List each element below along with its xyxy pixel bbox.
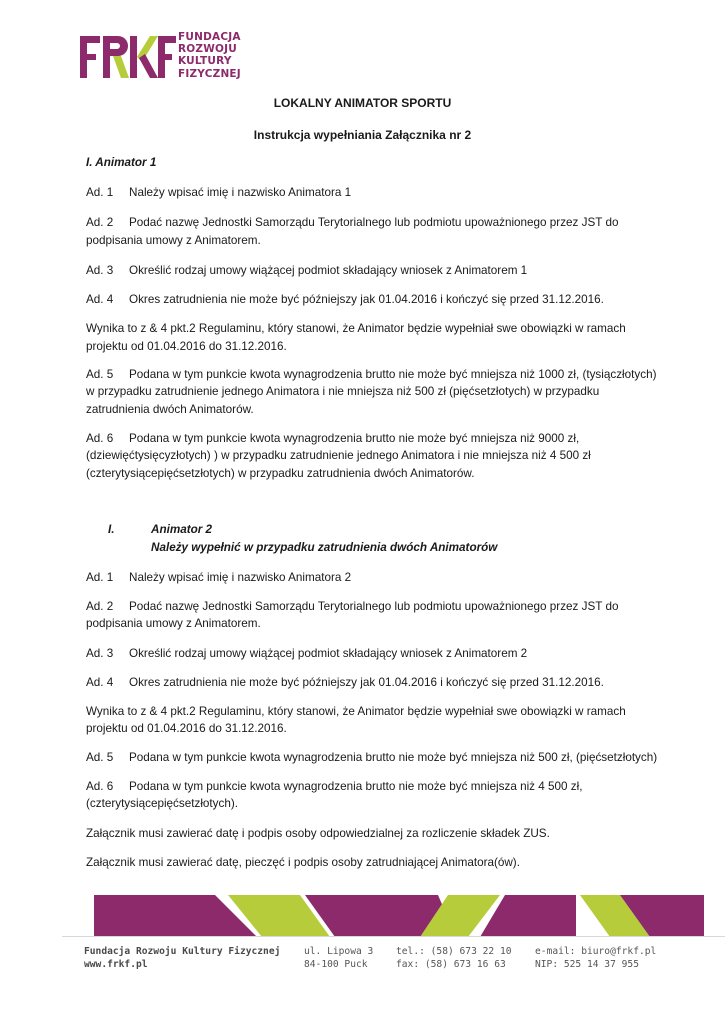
item-text: Należy wpisać imię i nazwisko Animatora 2 — [129, 571, 352, 584]
section1-item-5-cont2: zatrudnienia dwóch Animatorów. — [86, 403, 254, 416]
item-number: Ad. 5 — [86, 368, 114, 381]
item-text: Określić rodzaj umowy wiążącej podmiot składający wniosek z Animatorem 2 — [129, 647, 528, 660]
section2-item-2 — [86, 598, 618, 616]
item-number: Ad. 6 — [86, 432, 114, 445]
section2-note-line1: Wynika to z & 4 pkt.2 Regulaminu, który stanowi, że Animator będzie wypełniał swe obowiązki w ramach — [86, 705, 626, 718]
section1-item-6-cont: (dziewięćtysięcyzłotych) ) w przypadku zatrudnienie jednego Animatora i nie mniejsza niż 4 500 zł — [86, 449, 591, 462]
document-title: LOKALNY ANIMATOR SPORTU — [273, 96, 452, 110]
footer-email: e-mail: biuro@frkf.pl — [535, 946, 657, 957]
item-number: Ad. 5 — [86, 751, 114, 764]
final-note-1: Załącznik musi zawierać datę i podpis osoby odpowiedzialnej za rozliczenie składek ZUS. — [86, 827, 550, 840]
frkf-logo-mark — [80, 30, 176, 82]
section2-subheading: Należy wypełnić w przypadku zatrudnienia dwóch Animatorów — [151, 541, 498, 554]
footer-website: www.frkf.pl — [84, 959, 148, 970]
section2-item-2-cont: podpisania umowy z Animatorem. — [86, 617, 261, 630]
section1-item-3 — [86, 262, 527, 280]
item-text: Podana w tym punkcie kwota wynagrodzenia brutto nie może być mniejsza niż 9000 zł, — [129, 432, 580, 445]
section1-item-2-cont: podpisania umowy z Animatorem. — [86, 234, 261, 247]
section1-item-5 — [86, 366, 656, 384]
section2-item-6-cont: (czterytysiącepięćsetzłotych). — [86, 797, 238, 810]
item-number: Ad. 2 — [86, 216, 114, 229]
item-number: Ad. 2 — [86, 600, 114, 613]
footer-fax: fax: (58) 673 16 63 — [396, 959, 506, 970]
item-text: Podać nazwę Jednostki Samorządu Terytorialnego lub podmiotu upoważnionego przez JST do — [129, 600, 619, 613]
section1-item-4 — [86, 291, 604, 309]
item-number: Ad. 6 — [86, 780, 114, 793]
section1-heading: I. Animator 1 — [86, 156, 157, 169]
item-number: Ad. 4 — [86, 293, 114, 306]
item-text: Okres zatrudnienia nie może być późniejszy jak 01.04.2016 i kończyć się przed 31.12.2016. — [129, 293, 604, 306]
logo-line: ROZWOJU — [178, 43, 237, 56]
section1-note-line2: projektu od 01.04.2016 do 31.12.2016. — [86, 340, 287, 353]
final-note-2: Załącznik musi zawierać datę, pieczęć i podpis osoby zatrudniającej Animatora(ów). — [86, 856, 520, 869]
section2-item-6 — [86, 778, 582, 796]
item-text: Okres zatrudnienia nie może być późniejszy jak 01.04.2016 i kończyć się przed 31.12.2016. — [129, 676, 604, 689]
section2-item-5 — [86, 749, 657, 767]
logo-line: FUNDACJA — [178, 31, 241, 43]
section1-item-6 — [86, 430, 579, 448]
item-number: Ad. 1 — [86, 186, 114, 199]
item-text: Podana w tym punkcie kwota wynagrodzenia brutto nie może być mniejsza niż 1000 zł, (tysiączłotych) — [129, 368, 657, 381]
footer-nip: NIP: 525 14 37 955 — [535, 959, 639, 970]
section1-item-2 — [86, 214, 618, 232]
footer-org — [84, 945, 280, 971]
section2-number: I. — [108, 523, 115, 536]
section2-heading: Animator 2 — [151, 523, 213, 536]
item-number: Ad. 4 — [86, 676, 114, 689]
item-number: Ad. 3 — [86, 647, 114, 660]
section2-item-1 — [86, 569, 351, 587]
logo-text — [178, 31, 241, 80]
section2-note-line2: projektu od 01.04.2016 do 31.12.2016. — [86, 722, 287, 735]
item-text: Należy wpisać imię i nazwisko Animatora 1 — [129, 186, 352, 199]
item-number: Ad. 3 — [86, 264, 114, 277]
item-text: Podać nazwę Jednostki Samorządu Terytorialnego lub podmiotu upoważnionego przez JST do — [129, 216, 619, 229]
footer-phones — [396, 945, 512, 971]
section1-item-6-cont2: (czterytysiącepięćsetzłotych) w przypadku zatrudnienia dwóch Animatorów. — [86, 467, 475, 480]
logo-line: KULTURY — [178, 55, 232, 68]
footer-city: 84-100 Puck — [304, 959, 368, 970]
footer-street: ul. Lipowa 3 — [304, 946, 374, 957]
item-number: Ad. 1 — [86, 571, 114, 584]
section2-item-3 — [86, 645, 527, 663]
section1-item-5-cont: w przypadku zatrudnienie jednego Animatora i nie mniejsza niż 500 zł (pięćsetzłotych) w przypadku — [86, 385, 600, 398]
item-text: Podana w tym punkcie kwota wynagrodzenia brutto nie może być mniejsza niż 4 500 zł, — [129, 780, 583, 793]
footer-org-name: Fundacja Rozwoju Kultury Fizycznej — [84, 946, 281, 957]
item-text: Podana w tym punkcie kwota wynagrodzenia brutto nie może być mniejsza niż 500 zł, (pięćsetzłotych) — [129, 751, 658, 764]
footer-tel: tel.: (58) 673 22 10 — [396, 946, 512, 957]
footer-divider — [62, 936, 725, 937]
item-text: Określić rodzaj umowy wiążącej podmiot składający wniosek z Animatorem 1 — [129, 264, 528, 277]
section2-item-4 — [86, 674, 604, 692]
section1-note-line1: Wynika to z & 4 pkt.2 Regulaminu, który stanowi, że Animator będzie wypełniał swe obowiązki w ramach — [86, 322, 626, 335]
document-subtitle: Instrukcja wypełniania Załącznika nr 2 — [253, 128, 472, 142]
footer-address — [304, 945, 373, 971]
logo-line: FIZYCZNEJ — [178, 67, 241, 80]
section1-item-1 — [86, 184, 351, 202]
footer-contact — [535, 945, 656, 971]
footer-decorative-band — [0, 895, 725, 937]
